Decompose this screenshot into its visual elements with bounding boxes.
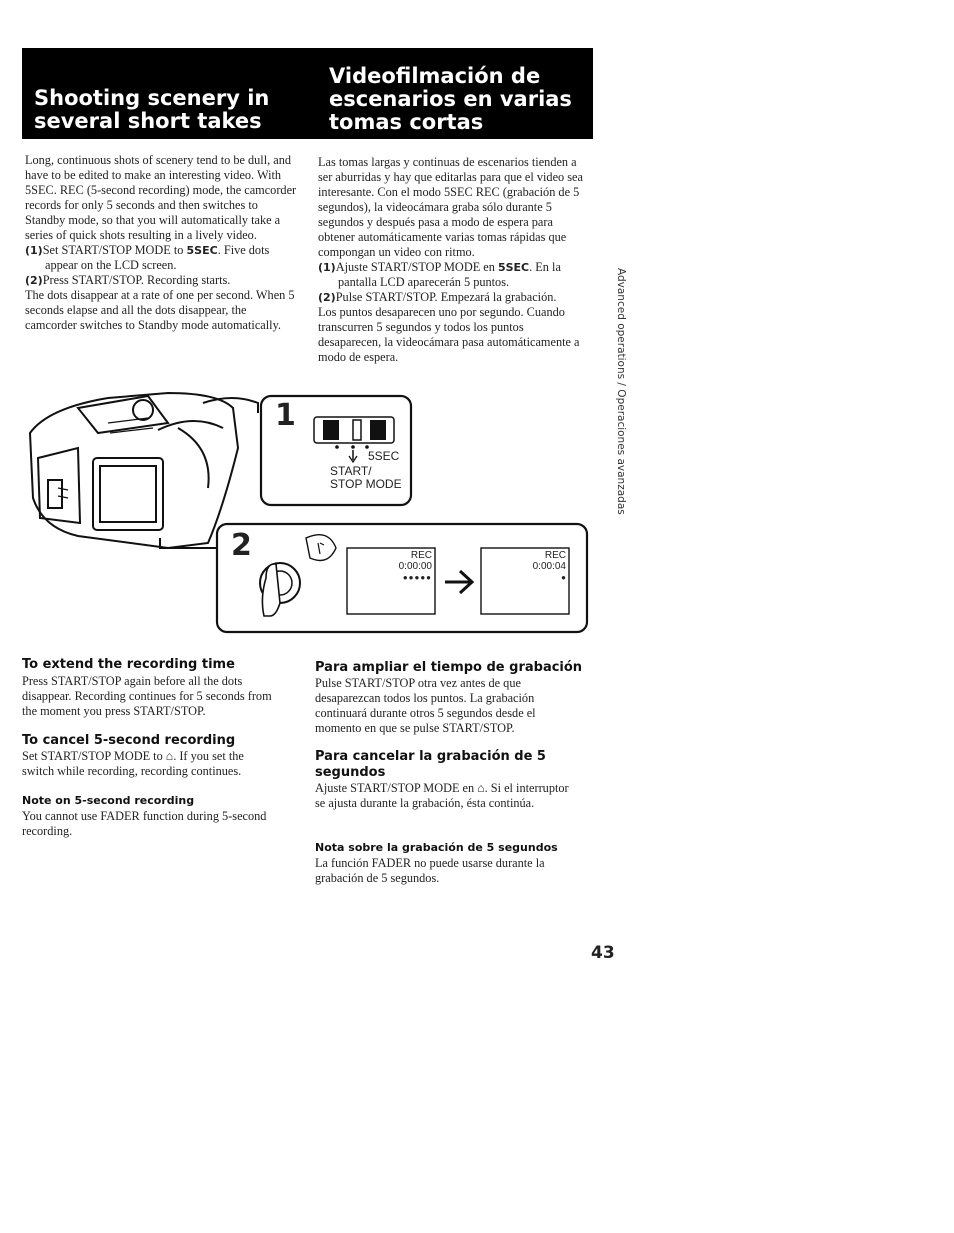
lcd-screen-1 xyxy=(350,550,432,583)
english-cancel-heading: To cancel 5-second recording xyxy=(22,733,236,748)
page-number: 43 xyxy=(591,943,615,963)
spanish-extend-heading: Para ampliar el tiempo de grabación xyxy=(315,660,583,675)
spanish-step-2: (2)Pulse START/STOP. Empezará la grabación. xyxy=(318,290,557,304)
lcd1-time-counter: 0:00:00 xyxy=(398,561,432,572)
title-banner xyxy=(22,48,593,139)
lcd2-dots: ● xyxy=(561,573,566,582)
step-1-number: 1 xyxy=(275,398,296,433)
title-english: Shooting scenery in several short takes xyxy=(34,86,270,133)
step-2-number: 2 xyxy=(231,528,252,563)
lcd1-dots: ●●●●● xyxy=(402,573,432,582)
english-intro xyxy=(25,153,298,333)
lcd1-rec-indicator: REC xyxy=(410,550,432,561)
spanish-after-text: Los puntos desaparecen uno por segundo. Cuando transcurren 5 segundos y todos los puntos desaparecen, la videocámara pasa automáticamente a modo de espera. xyxy=(318,305,580,364)
spanish-note-text: La función FADER no puede usarse durante la grabación de 5 segundos. xyxy=(315,856,545,885)
english-step-1: (1)Set START/STOP MODE to 5SEC. Five dots appear on the LCD screen. xyxy=(25,243,270,272)
english-cancel-text: Set START/STOP MODE to ⌂. If you set the switch while recording, recording continues. xyxy=(22,749,244,778)
spanish-cancel-text: Ajuste START/STOP MODE en ⌂. Si el interruptor se ajusta durante la grabación, ésta continúa. xyxy=(315,781,569,810)
english-note-text: You cannot use FADER function during 5-second recording. xyxy=(22,809,267,838)
switch-label-5sec: 5SEC xyxy=(368,449,400,463)
spanish-intro xyxy=(318,155,586,365)
switch-label-start-stop-mode: START/ STOP MODE xyxy=(330,464,402,491)
title-spanish: Videofilmación de escenarios en varias tomas cortas xyxy=(329,64,572,134)
english-intro-text: Long, continuous shots of scenery tend to be dull, and have to be edited to make an interesting video. With 5SEC. REC (5-second recording) mode, the camcorder records for only 5 seconds and then switches to Standby mode, so that you will automatically take a series of quick shots resulting in a lively video. xyxy=(25,153,297,242)
spanish-step-1: (1)Ajuste START/STOP MODE en 5SEC. En la pantalla LCD aparecerán 5 puntos. xyxy=(318,260,561,289)
lcd2-rec-indicator: REC xyxy=(544,550,566,561)
lcd2-time-counter: 0:00:04 xyxy=(532,561,566,572)
english-step-2: (2)Press START/STOP. Recording starts. xyxy=(25,273,231,287)
spanish-intro-text: Las tomas largas y continuas de escenarios tienden a ser aburridas y hay que editarlas para que el video sea interesante. Con el modo 5SEC REC (grabación de 5 segundos), la videocámara graba sólo durante 5 segundos y después pasa a modo de espera para obtener automáticamente varias tomas rápidas que compongan un video con ritmo. xyxy=(318,155,583,259)
side-section-label-text: Advanced operations / Operaciones avanzadas xyxy=(615,268,627,515)
english-extend-heading: To extend the recording time xyxy=(22,657,235,672)
lcd-screen-2 xyxy=(484,550,566,583)
spanish-extend-text: Pulse START/STOP otra vez antes de que desaparezcan todos los puntos. La grabación continuará durante otros 5 segundos desde el momento en que se pulse START/STOP. xyxy=(315,676,536,735)
english-note-heading: Note on 5-second recording xyxy=(22,794,195,807)
english-after-text: The dots disappear at a rate of one per second. When 5 seconds elapse and all the dots disappear, the camcorder switches to Standby mode automatically. xyxy=(25,288,295,332)
camcorder-illustration xyxy=(18,388,598,638)
english-extend-text: Press START/STOP again before all the dots disappear. Recording continues for 5 seconds from the moment you press START/STOP. xyxy=(22,674,272,718)
spanish-note-heading: Nota sobre la grabación de 5 segundos xyxy=(315,841,558,854)
side-section-label xyxy=(613,268,627,518)
spanish-cancel-heading: Para cancelar la grabación de 5 segundos xyxy=(315,749,546,780)
